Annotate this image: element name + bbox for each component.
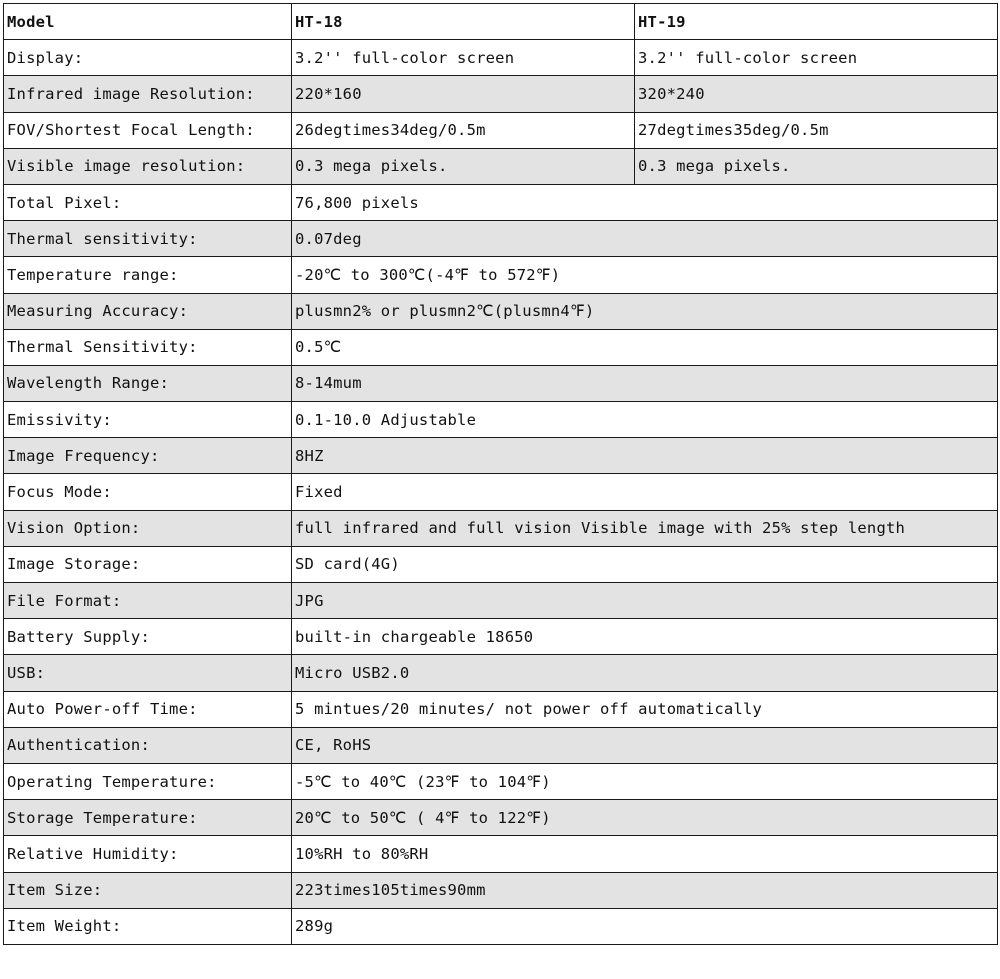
table-row: [4, 872, 998, 908]
row-label: Temperature range:: [4, 257, 292, 293]
row-value-ht19: 320*240: [635, 76, 998, 112]
table-row: [4, 365, 998, 401]
row-label: Wavelength Range:: [4, 365, 292, 401]
table-row: [4, 546, 998, 582]
row-value: CE, RoHS: [292, 727, 998, 763]
table-row: [4, 402, 998, 438]
table-row: [4, 221, 998, 257]
row-label: Focus Mode:: [4, 474, 292, 510]
row-value: plusmn2% or plusmn2℃(plusmn4℉): [292, 293, 998, 329]
row-value: 76,800 pixels: [292, 184, 998, 220]
table-row: [4, 474, 998, 510]
table-row: [4, 510, 998, 546]
table-row: [4, 763, 998, 799]
table-row: [4, 691, 998, 727]
row-label: Item Size:: [4, 872, 292, 908]
table-row: [4, 148, 998, 184]
row-label: USB:: [4, 655, 292, 691]
header-model-ht19: HT-19: [635, 4, 998, 40]
row-value: built-in chargeable 18650: [292, 619, 998, 655]
table-row: [4, 184, 998, 220]
table-row: [4, 655, 998, 691]
row-label: FOV/Shortest Focal Length:: [4, 112, 292, 148]
row-value: 0.1-10.0 Adjustable: [292, 402, 998, 438]
row-label: Measuring Accuracy:: [4, 293, 292, 329]
row-value-ht19: 27degtimes35deg/0.5m: [635, 112, 998, 148]
row-label: Relative Humidity:: [4, 836, 292, 872]
row-label: Image Frequency:: [4, 438, 292, 474]
table-row: [4, 438, 998, 474]
spec-table: [3, 3, 998, 945]
row-value-ht18: 220*160: [292, 76, 635, 112]
row-value: -5℃ to 40℃ (23℉ to 104℉): [292, 763, 998, 799]
table-row: [4, 836, 998, 872]
row-label: Emissivity:: [4, 402, 292, 438]
row-value: full infrared and full vision Visible image with 25% step length: [292, 510, 998, 546]
header-model-ht18: HT-18: [292, 4, 635, 40]
row-value-ht18: 0.3 mega pixels.: [292, 148, 635, 184]
row-value: 5 mintues/20 minutes/ not power off automatically: [292, 691, 998, 727]
row-value: JPG: [292, 583, 998, 619]
row-value: 8-14mum: [292, 365, 998, 401]
row-value: 223times105times90mm: [292, 872, 998, 908]
row-label: Storage Temperature:: [4, 800, 292, 836]
row-value: 8HZ: [292, 438, 998, 474]
table-row: [4, 908, 998, 944]
row-value: 0.07deg: [292, 221, 998, 257]
row-value-ht19: 3.2'' full-color screen: [635, 40, 998, 76]
row-label: Image Storage:: [4, 546, 292, 582]
row-value: 0.5℃: [292, 329, 998, 365]
row-label: Total Pixel:: [4, 184, 292, 220]
row-label: Battery Supply:: [4, 619, 292, 655]
row-label: Operating Temperature:: [4, 763, 292, 799]
table-row: [4, 76, 998, 112]
row-value: Fixed: [292, 474, 998, 510]
row-label: Vision Option:: [4, 510, 292, 546]
row-value: 20℃ to 50℃ ( 4℉ to 122℉): [292, 800, 998, 836]
table-row: [4, 293, 998, 329]
row-label: Infrared image Resolution:: [4, 76, 292, 112]
row-label: Authentication:: [4, 727, 292, 763]
row-value-ht18: 3.2'' full-color screen: [292, 40, 635, 76]
row-value: SD card(4G): [292, 546, 998, 582]
row-label: Thermal sensitivity:: [4, 221, 292, 257]
table-row: [4, 112, 998, 148]
row-value: 10%RH to 80%RH: [292, 836, 998, 872]
row-value: Micro USB2.0: [292, 655, 998, 691]
row-value-ht19: 0.3 mega pixels.: [635, 148, 998, 184]
table-row: [4, 40, 998, 76]
row-label: File Format:: [4, 583, 292, 619]
table-header-row: [4, 4, 998, 40]
row-label: Thermal Sensitivity:: [4, 329, 292, 365]
row-label: Visible image resolution:: [4, 148, 292, 184]
table-row: [4, 257, 998, 293]
row-label: Auto Power-off Time:: [4, 691, 292, 727]
row-label: Item Weight:: [4, 908, 292, 944]
table-row: [4, 800, 998, 836]
table-row: [4, 619, 998, 655]
row-label: Display:: [4, 40, 292, 76]
table-row: [4, 583, 998, 619]
table-row: [4, 329, 998, 365]
spec-table-body: [4, 4, 998, 945]
row-value: 289g: [292, 908, 998, 944]
header-label-cell: Model: [4, 4, 292, 40]
row-value-ht18: 26degtimes34deg/0.5m: [292, 112, 635, 148]
table-row: [4, 727, 998, 763]
row-value: -20℃ to 300℃(-4℉ to 572℉): [292, 257, 998, 293]
